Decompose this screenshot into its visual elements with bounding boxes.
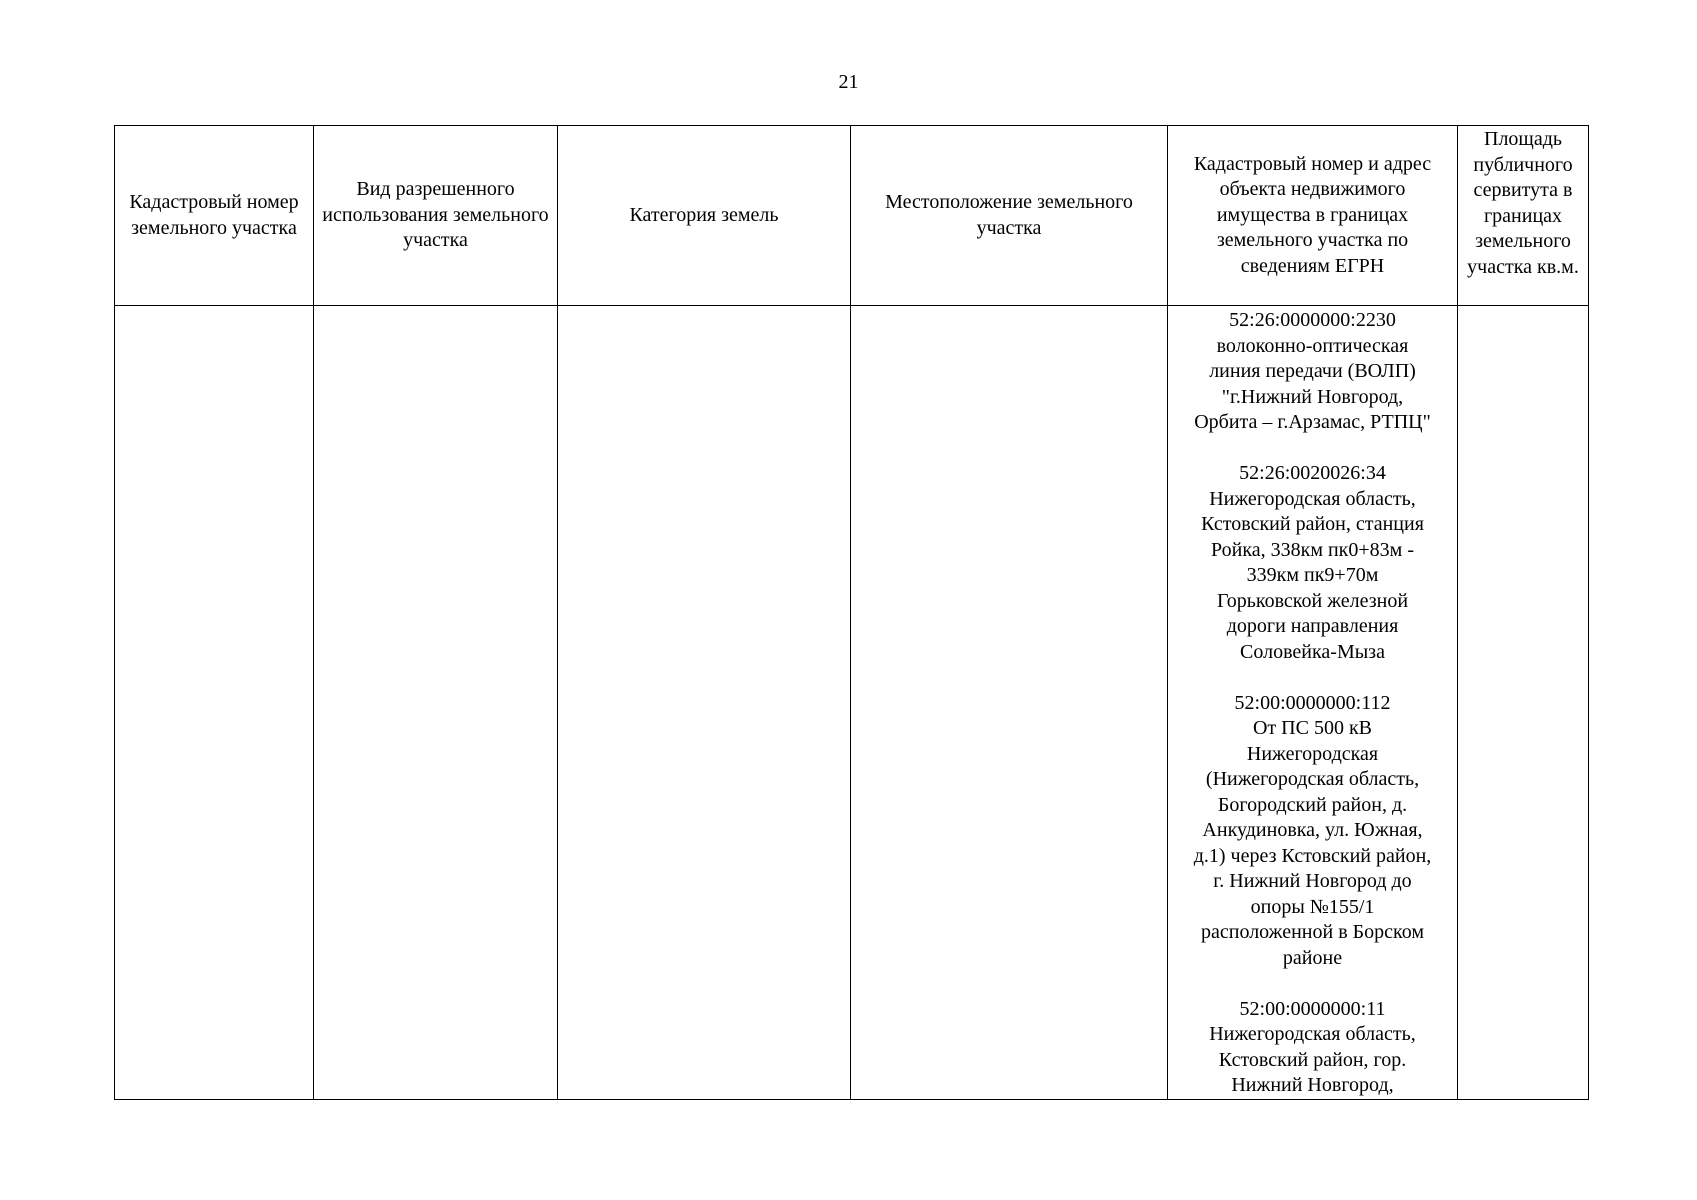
object-address-line: районе bbox=[1282, 946, 1343, 969]
cell-permitted-use bbox=[314, 306, 558, 1100]
object-address-line: 339км пк9+70м bbox=[1246, 564, 1379, 586]
table-header bbox=[115, 126, 1589, 306]
object-address-line: Соловейка-Мыза bbox=[1240, 640, 1385, 663]
object-address-line: Нижегородская область, bbox=[1209, 487, 1416, 510]
object-address-line: Ройка, 338км пк0+83м - bbox=[1210, 538, 1414, 561]
header-land-category: Категория земель bbox=[558, 126, 851, 306]
object-address-line: расположенной в Борском bbox=[1201, 921, 1424, 943]
object-address-line: Богородский район, д. bbox=[1217, 793, 1408, 816]
object-cadastral-number: 52:26:0020026:34 bbox=[1239, 462, 1386, 484]
object-list bbox=[1172, 306, 1453, 1099]
object-address-line: опоры №155/1 bbox=[1250, 895, 1375, 918]
cell-location bbox=[851, 306, 1168, 1100]
object-address-line: дороги направления bbox=[1226, 615, 1399, 637]
object-cadastral-number: 52:00:0000000:11 bbox=[1239, 997, 1386, 1020]
cell-cadastral-number bbox=[115, 306, 314, 1100]
object-address-line: Нижний Новгород, bbox=[1231, 1074, 1394, 1096]
object-cadastral-number: 52:26:0000000:2230 bbox=[1229, 309, 1396, 331]
header-row bbox=[115, 126, 1589, 306]
object-address-line: Орбита – г.Арзамас, РТПЦ" bbox=[1194, 411, 1431, 433]
header-permitted-use: Вид разрешенного использования земельного участка bbox=[314, 126, 558, 306]
cell-land-category bbox=[558, 306, 851, 1100]
cell-easement-area bbox=[1458, 306, 1589, 1100]
object-address-line: Кстовский район, станция bbox=[1201, 513, 1424, 535]
object-entry bbox=[1172, 691, 1453, 972]
page-number: 21 bbox=[838, 71, 859, 93]
object-address-line: волоконно-оптическая bbox=[1216, 334, 1409, 357]
header-cadastral-number: Кадастровый номер земельного участка bbox=[115, 126, 314, 306]
object-address-line: От ПС 500 кВ bbox=[1252, 717, 1373, 739]
object-entry bbox=[1172, 997, 1453, 1099]
header-object-cadastral-address: Кадастровый номер и адрес объекта недвижимого имущества в границах земельного участка по сведениям ЕГРН bbox=[1168, 126, 1458, 306]
object-address-line: (Нижегородская область, bbox=[1205, 768, 1420, 790]
object-address-line: Нижегородская bbox=[1246, 742, 1379, 765]
object-address-line: д.1) через Кстовский район, bbox=[1193, 844, 1432, 867]
object-entry bbox=[1172, 308, 1453, 436]
table-row bbox=[115, 306, 1589, 1100]
object-address-line: г. Нижний Новгород до bbox=[1213, 870, 1412, 892]
object-cadastral-number: 52:00:0000000:112 bbox=[1234, 691, 1391, 714]
table-body bbox=[115, 306, 1589, 1100]
cell-objects bbox=[1168, 306, 1458, 1100]
object-address-line: Горьковской железной bbox=[1216, 589, 1409, 612]
header-easement-area: Площадь публичного сервитута в границах земельного участка кв.м. bbox=[1458, 126, 1589, 306]
object-address-line: "г.Нижний Новгород, bbox=[1221, 385, 1404, 408]
object-address-line: линия передачи (ВОЛП) bbox=[1209, 360, 1416, 382]
easement-table bbox=[114, 125, 1589, 1100]
object-address-line: Нижегородская область, bbox=[1209, 1023, 1416, 1045]
object-entry bbox=[1172, 461, 1453, 665]
object-address-line: Анкудиновка, ул. Южная, bbox=[1202, 819, 1423, 841]
header-location: Местоположение земельного участка bbox=[851, 126, 1168, 306]
object-address-line: Кстовский район, гор. bbox=[1218, 1048, 1407, 1071]
